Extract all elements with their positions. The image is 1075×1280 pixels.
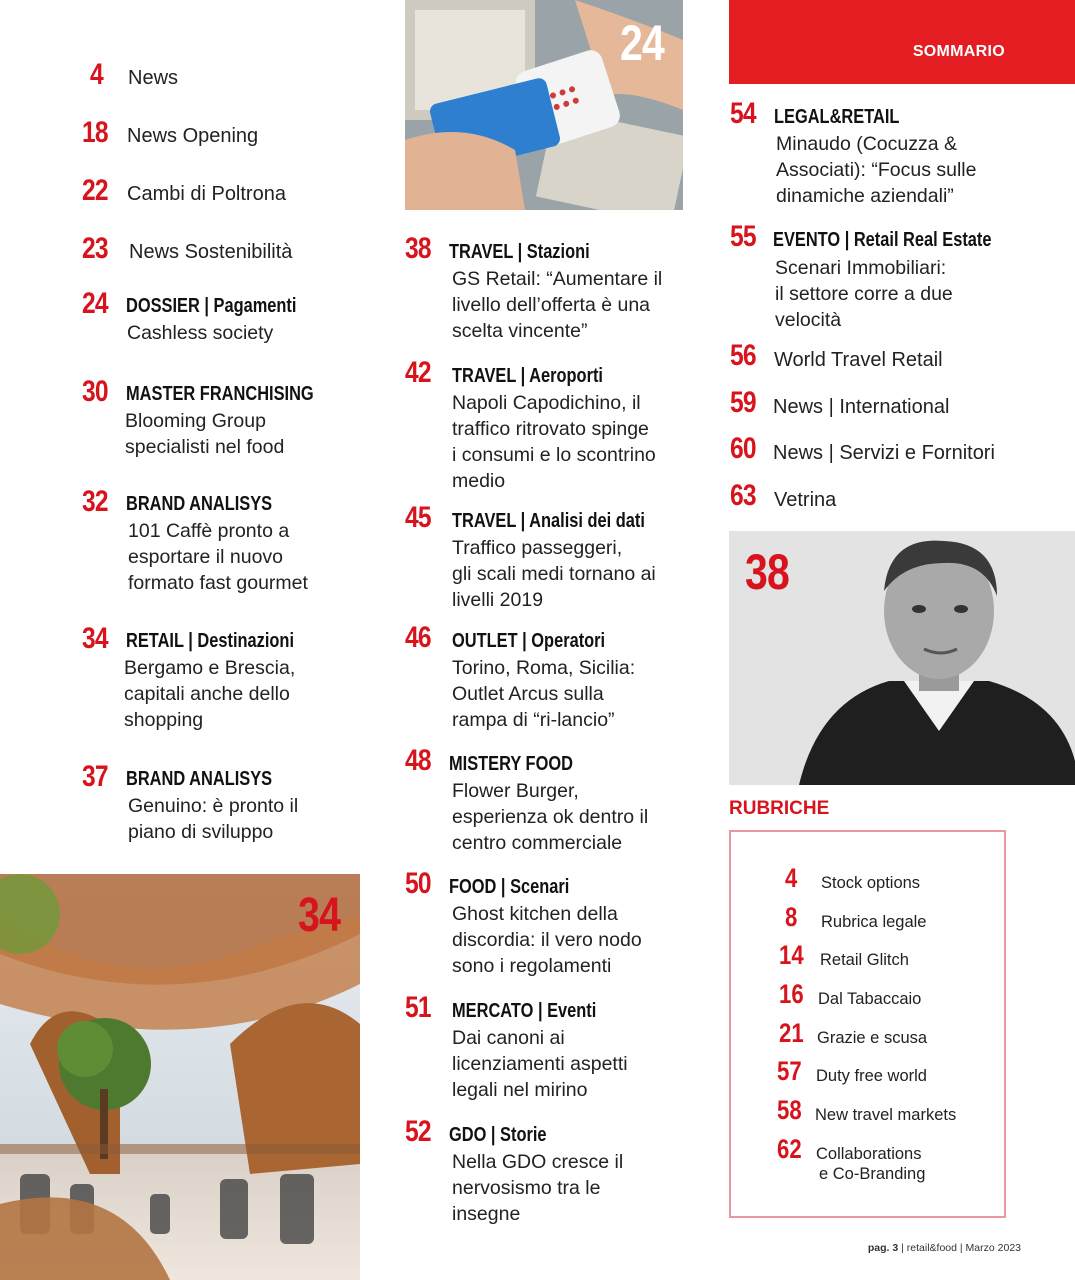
entry-number: 52 [405, 1115, 431, 1148]
rubrica-number: 62 [777, 1134, 802, 1164]
summary-line: esperienza ok dentro il [452, 806, 649, 828]
entry-number: 46 [405, 621, 431, 654]
entry-number: 42 [405, 356, 431, 389]
section-title: SOMMARIO [912, 43, 1005, 60]
summary-line: sono i regolamenti [452, 955, 612, 977]
entry-number: 38 [405, 232, 431, 265]
entry-heading[interactable]: RETAIL | Destinazioni [126, 630, 294, 652]
entry-heading[interactable]: MISTERY FOOD [449, 753, 573, 775]
entry-summary [125, 408, 284, 460]
rubrica-label[interactable]: Rubrica legale [821, 913, 927, 931]
summary-line: Blooming Group [125, 410, 266, 432]
photo-page-number: 38 [745, 544, 789, 600]
summary-line: Outlet Arcus sulla [452, 683, 604, 705]
rubrica-label-line2: e Co-Branding [819, 1165, 926, 1183]
summary-line: livello dell’offerta è una [452, 294, 651, 316]
summary-line: licenziamenti aspetti [452, 1053, 628, 1075]
entry-number: 22 [82, 174, 108, 207]
entry-number: 37 [82, 760, 108, 793]
summary-line: insegne [452, 1203, 521, 1225]
rubrica-number: 21 [779, 1018, 804, 1048]
summary-line: livelli 2019 [452, 589, 544, 611]
entry-heading[interactable]: DOSSIER | Pagamenti [126, 295, 297, 317]
entry-number: 23 [82, 232, 108, 265]
entry-title[interactable]: News [128, 67, 179, 89]
entry-number: 59 [730, 386, 756, 419]
summary-line: i consumi e lo scontrino [452, 444, 656, 466]
issue-date: Marzo 2023 [965, 1242, 1021, 1254]
rubrica-label[interactable]: Duty free world [816, 1067, 927, 1085]
portrait-photo [729, 531, 1075, 785]
entry-number: 34 [82, 622, 108, 655]
summary-line: specialisti nel food [125, 436, 285, 458]
entry-summary [452, 390, 656, 494]
summary-line: shopping [124, 709, 204, 731]
entry-title[interactable]: Cambi di Poltrona [127, 183, 286, 205]
photo-page-number: 24 [620, 15, 664, 71]
summary-line: nervosismo tra le [452, 1177, 601, 1199]
summary-line: rampa di “ri-lancio” [452, 709, 615, 731]
summary-line: Flower Burger, [452, 780, 579, 802]
page-number: pag. 3 [867, 1242, 899, 1254]
page-footer [868, 1242, 1021, 1254]
entry-number: 48 [405, 744, 431, 777]
entry-summary [452, 535, 656, 613]
entry-summary [775, 255, 953, 333]
summary-line: Traffico passeggeri, [452, 537, 623, 559]
entry-heading[interactable]: TRAVEL | Analisi dei dati [452, 510, 645, 532]
entry-summary [452, 266, 662, 344]
entry-heading[interactable]: GDO | Storie [449, 1124, 547, 1146]
summary-line: Dai canoni ai [452, 1027, 565, 1049]
sommario-banner [729, 0, 1075, 84]
summary-line: velocità [775, 309, 842, 331]
summary-line: 101 Caffè pronto a [128, 520, 290, 542]
entry-title[interactable]: News | Servizi e Fornitori [773, 442, 995, 464]
entry-number: 56 [730, 339, 756, 372]
summary-line: gli scali medi tornano ai [452, 563, 656, 585]
entry-number: 63 [730, 479, 756, 512]
summary-line: Genuino: è pronto il [128, 795, 299, 817]
payment-photo [405, 0, 683, 210]
summary-line: legali nel mirino [452, 1079, 588, 1101]
summary-line: Cashless society [127, 322, 274, 344]
entry-heading[interactable]: EVENTO | Retail Real Estate [773, 229, 992, 251]
summary-line: esportare il nuovo [128, 546, 284, 568]
rubrica-label[interactable]: New travel markets [815, 1106, 957, 1124]
entry-number: 32 [82, 485, 108, 518]
summary-line: Associati): “Focus sulle [776, 159, 977, 181]
rubrica-number: 16 [779, 979, 804, 1009]
magazine-name: | retail&food | [901, 1242, 963, 1254]
entry-summary [128, 793, 298, 845]
summary-line: discordia: il vero nodo [452, 929, 642, 951]
rubrica-number: 4 [785, 863, 798, 893]
summary-line: il settore corre a due [775, 283, 953, 305]
entry-summary [128, 518, 308, 596]
entry-heading[interactable]: LEGAL&RETAIL [774, 106, 900, 128]
summary-line: scelta vincente” [452, 320, 588, 342]
entry-summary [452, 778, 648, 856]
entry-number: 45 [405, 501, 431, 534]
entry-number: 51 [405, 991, 431, 1024]
summary-line: Napoli Capodichino, il [452, 392, 641, 414]
summary-line: Scenari Immobiliari: [775, 257, 947, 279]
entry-heading[interactable]: MASTER FRANCHISING [126, 383, 314, 405]
photo-page-number: 34 [298, 889, 341, 942]
foodcourt-photo [0, 874, 360, 1280]
summary-line: capitali anche dello [124, 683, 290, 705]
entry-heading[interactable]: FOOD | Scenari [449, 876, 570, 898]
entry-title[interactable]: News Opening [127, 125, 259, 147]
entry-summary [127, 320, 273, 346]
summary-line: Torino, Roma, Sicilia: [452, 657, 636, 679]
entry-heading[interactable]: MERCATO | Eventi [452, 1000, 597, 1022]
entry-heading[interactable]: TRAVEL | Stazioni [449, 241, 590, 263]
rubrica-label[interactable]: Retail Glitch [820, 951, 909, 969]
entry-title[interactable]: World Travel Retail [774, 349, 943, 371]
entry-summary [776, 131, 976, 209]
entry-title[interactable]: News Sostenibilità [129, 241, 293, 263]
entry-heading[interactable]: TRAVEL | Aeroporti [452, 365, 603, 387]
summary-line: formato fast gourmet [128, 572, 308, 594]
rubrica-number: 57 [777, 1056, 802, 1086]
rubrica-label[interactable]: Dal Tabaccaio [818, 990, 922, 1008]
summary-line: GS Retail: “Aumentare il [452, 268, 663, 290]
entry-heading[interactable]: BRAND ANALISYS [126, 768, 273, 790]
entry-summary [452, 1025, 628, 1103]
rubriche-title: RUBRICHE [729, 798, 830, 819]
entry-number: 55 [730, 220, 756, 253]
summary-line: dinamiche aziendali” [776, 185, 954, 207]
rubrica-number: 8 [785, 902, 798, 932]
summary-line: Minaudo (Cocuzza & [776, 133, 958, 155]
summary-line: traffico ritrovato spinge [452, 418, 649, 440]
entry-title[interactable]: News | International [773, 396, 950, 418]
entry-number: 30 [82, 375, 108, 408]
entry-title[interactable]: Vetrina [774, 489, 837, 511]
summary-line: Ghost kitchen della [452, 903, 618, 925]
entry-summary [452, 655, 635, 733]
entry-summary [452, 1149, 623, 1227]
rubrica-label[interactable]: Stock options [821, 874, 921, 892]
entry-summary [124, 655, 295, 733]
entry-summary [452, 901, 642, 979]
summary-line: Nella GDO cresce il [452, 1151, 624, 1173]
entry-heading[interactable]: OUTLET | Operatori [452, 630, 606, 652]
rubrica-number: 14 [779, 940, 804, 970]
entry-number: 4 [90, 58, 103, 91]
summary-line: Bergamo e Brescia, [124, 657, 296, 679]
entry-number: 24 [82, 287, 108, 320]
rubrica-label[interactable]: Grazie e scusa [817, 1029, 928, 1047]
rubrica-label[interactable]: Collaborations [816, 1145, 922, 1163]
entry-number: 54 [730, 97, 756, 130]
entry-number: 18 [82, 116, 108, 149]
rubrica-number: 58 [777, 1095, 802, 1125]
summary-line: piano di sviluppo [128, 821, 274, 843]
entry-number: 60 [730, 432, 756, 465]
entry-heading[interactable]: BRAND ANALISYS [126, 493, 273, 515]
summary-line: centro commerciale [452, 832, 623, 854]
summary-line: medio [452, 470, 506, 492]
entry-number: 50 [405, 867, 431, 900]
